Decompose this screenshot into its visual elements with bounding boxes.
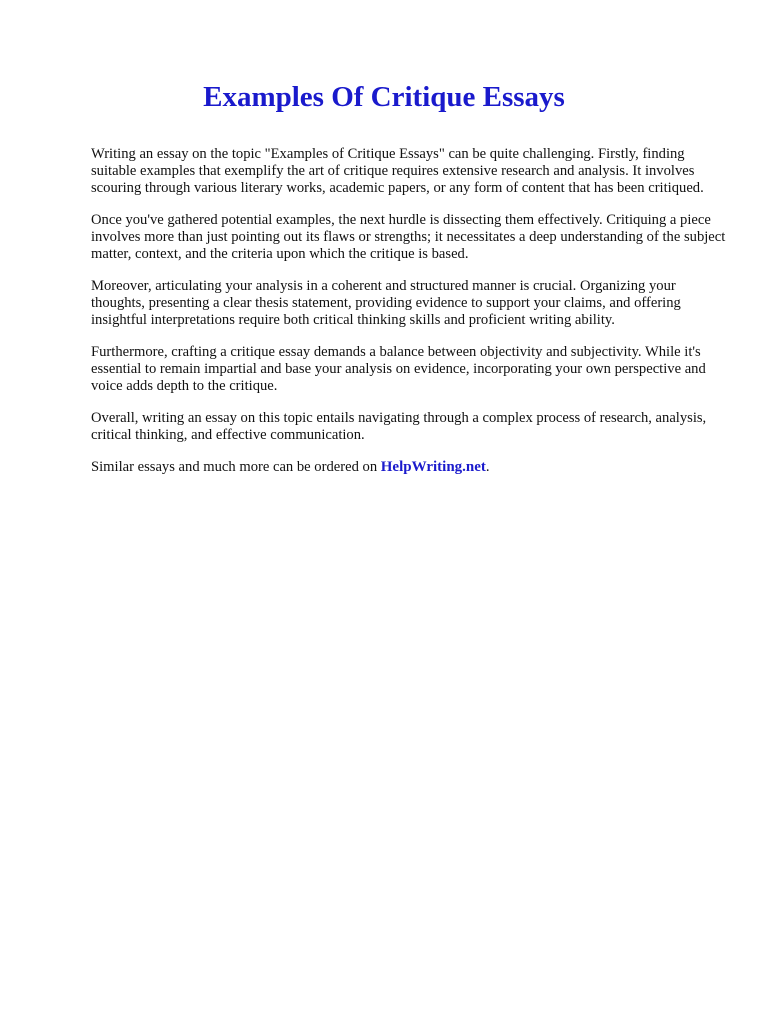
closing-paragraph [91, 459, 727, 476]
closing-suffix: . [485, 459, 490, 475]
closing-prefix: Similar essays and much more can be ordered on [91, 459, 381, 475]
paragraph-4: Furthermore, crafting a critique essay demands a balance between objectivity and subjectivity. While it's essential to remain impartial and base your analysis on evidence, incorporating your own perspective and voice adds depth to the critique. [91, 344, 706, 394]
paragraph-1: Writing an essay on the topic "Examples of Critique Essays" can be quite challenging. Firstly, finding suitable examples that exemplify the art of critique requires extensive research and analysis. It involves scouring through various literary works, academic papers, or any form of content that has been critiqued. [91, 146, 704, 196]
helpwriting-link[interactable]: HelpWriting.net [380, 459, 486, 475]
document-body [91, 146, 727, 491]
page-title: Examples Of Critique Essays [203, 81, 565, 113]
paragraph-5: Overall, writing an essay on this topic entails navigating through a complex process of research, analysis, critical thinking, and effective communication. [91, 410, 707, 443]
paragraph-2: Once you've gathered potential examples, the next hurdle is dissecting them effectively. Critiquing a piece involves more than just pointing out its flaws or strengths; it necessitates a deep understanding of the subject matter, context, and the criteria upon which the critique is based. [91, 212, 726, 262]
paragraph-3: Moreover, articulating your analysis in a coherent and structured manner is crucial. Organizing your thoughts, presenting a clear thesis statement, providing evidence to support your claims, and offering insightful interpretations require both critical thinking skills and proficient writing ability. [91, 278, 681, 328]
